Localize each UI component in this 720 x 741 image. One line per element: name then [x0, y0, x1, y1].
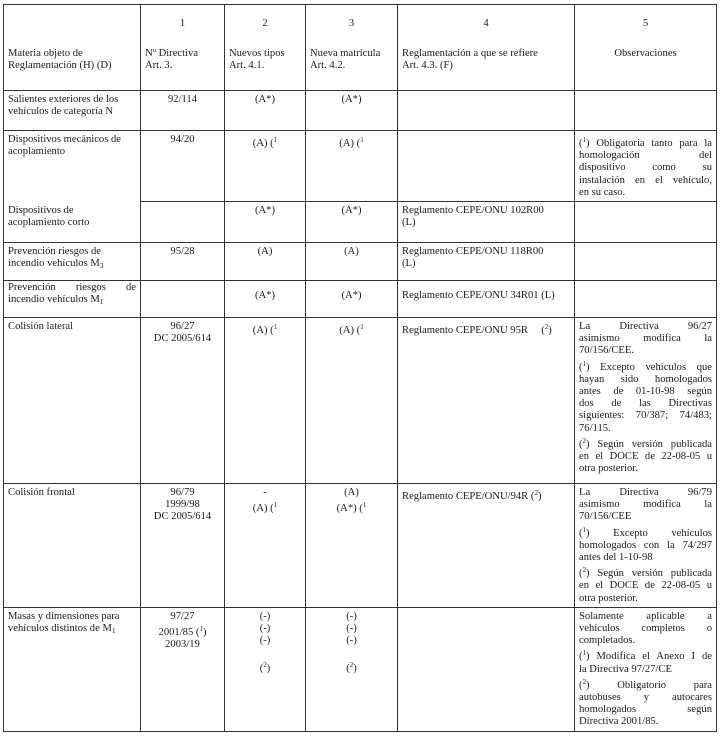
- new-registration-cell: (A*): [306, 281, 398, 318]
- table-row: [4, 91, 717, 131]
- header-observations: 5 Observaciones: [575, 5, 717, 91]
- new-registration-cell: (A*): [306, 91, 398, 131]
- new-registration-cell: (A*): [306, 202, 398, 243]
- directive-cell: [141, 281, 225, 318]
- table-row: [4, 202, 717, 243]
- table-row: [4, 281, 717, 318]
- header-new-types: 2 Nuevos tipos Art. 4.1.: [225, 5, 306, 91]
- new-types-cell: (A*): [225, 91, 306, 131]
- observations-cell: ($^1$) Obligatoria tanto para la homologación del dispositivo como su instalación en el vehículo, en su caso.: [575, 131, 717, 202]
- new-types-cell: (A) ($^1$: [225, 131, 306, 202]
- table-row: [4, 243, 717, 281]
- regulation-cell: [398, 91, 575, 131]
- new-registration-cell: (A) ($^1$: [306, 131, 398, 202]
- observations-cell: [575, 281, 717, 318]
- directive-cell: 96/27 DC 2005/614: [141, 318, 225, 484]
- subject-cell: Dispositivos mecánicos de acoplamiento: [4, 131, 141, 202]
- header-regulation: 4 Reglamentación a que se refiere Art. 4.3. (F): [398, 5, 575, 91]
- header-new-registration: 3 Nueva matrícula Art. 4.2.: [306, 5, 398, 91]
- directive-cell: 97/27 2001/85 ($^1$) 2003/19: [141, 607, 225, 731]
- regulation-table: [3, 4, 717, 732]
- regulation-cell: Reglamento CEPE/ONU 95R ($^2$): [398, 318, 575, 484]
- new-registration-cell: (-) (-) (-) ($^2$): [306, 607, 398, 731]
- new-types-cell: (A): [225, 243, 306, 281]
- table-row: [4, 607, 717, 731]
- observations-cell: La Directiva 96/27 asimismo modifica la 70/156/CEE. ($^1$) Excepto vehículos que hayan sido homologados antes de 01-10-98 según dos de las Directivas siguientes: 70/387; 74/483; 76/115. ($^2$) Según versión publicada en el DOCE de 22-08-05 u otra posterior.: [575, 318, 717, 484]
- directive-cell: 96/79 1999/98 DC 2005/614: [141, 484, 225, 608]
- subject-cell: Dispositivos de acoplamiento corto: [4, 202, 141, 243]
- new-types-cell: - (A) ($^1$: [225, 484, 306, 608]
- regulation-cell: [398, 131, 575, 202]
- header-directive: 1 Nº Directiva Art. 3.: [141, 5, 225, 91]
- new-types-cell: (-) (-) (-) ($^2$): [225, 607, 306, 731]
- observations-cell: Solamente aplicable a vehículos completos o completados. ($^1$) Modifica el Anexo I de la Directiva 97/27/CE ($^2$) Obligatorio para autobuses y autocares homologados según Directiva 2001/85.: [575, 607, 717, 731]
- regulation-cell: [398, 607, 575, 731]
- directive-cell: 92/114: [141, 91, 225, 131]
- header-subject: Materia objeto de Reglamentación (H) (D): [4, 5, 141, 91]
- observations-cell: [575, 243, 717, 281]
- observations-cell: [575, 91, 717, 131]
- table-row: [4, 131, 717, 202]
- new-registration-cell: (A) (A*) ($^1$: [306, 484, 398, 608]
- header-row: [4, 5, 717, 91]
- directive-cell: 95/28: [141, 243, 225, 281]
- subject-cell: Prevención riesgos de incendio vehículos $M_1$: [4, 281, 141, 318]
- directive-cell: 94/20: [141, 131, 225, 202]
- subject-cell: Colisión lateral: [4, 318, 141, 484]
- subject-cell: Prevención riesgos de incendio vehículos $M_3$: [4, 243, 141, 281]
- table-row: [4, 318, 717, 484]
- regulation-cell: Reglamento CEPE/ONU 34R01 (L): [398, 281, 575, 318]
- regulation-cell: Reglamento CEPE/ONU/94R ($^2$): [398, 484, 575, 608]
- observations-cell: [575, 202, 717, 243]
- new-types-cell: (A*): [225, 202, 306, 243]
- directive-cell: [141, 202, 225, 243]
- subject-cell: Colisión frontal: [4, 484, 141, 608]
- subject-cell: Masas y dimensiones para vehículos distintos de $M_1$: [4, 607, 141, 731]
- new-types-cell: (A) ($^1$: [225, 318, 306, 484]
- regulation-cell: Reglamento CEPE/ONU 102R00 (L): [398, 202, 575, 243]
- subject-cell: Salientes exteriores de los vehículos de categoría N: [4, 91, 141, 131]
- new-registration-cell: (A) ($^1$: [306, 318, 398, 484]
- new-registration-cell: (A): [306, 243, 398, 281]
- observations-cell: La Directiva 96/79 asimismo modifica la 70/156/CEE ($^1$) Excepto vehículos homologados con la 74/297 antes del 1-10-98 ($^2$) Según versión publicada en el DOCE de 22-08-05 u otra posterior.: [575, 484, 717, 608]
- new-types-cell: (A*): [225, 281, 306, 318]
- table-row: [4, 484, 717, 608]
- regulation-cell: Reglamento CEPE/ONU 118R00 (L): [398, 243, 575, 281]
